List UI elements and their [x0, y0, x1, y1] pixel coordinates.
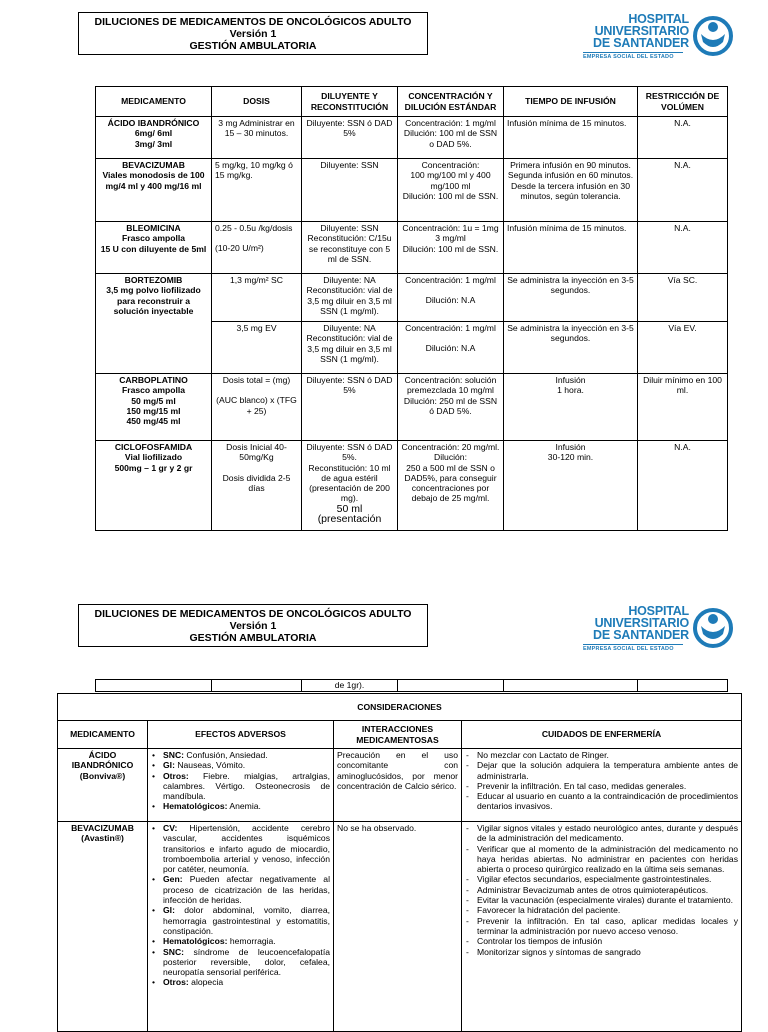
category-text: alopecia	[188, 977, 224, 988]
dosis-cell: 3,5 mg EV	[212, 322, 302, 374]
dil-line: Reconstitución: vial de 3,5 mg diluir en 3,5 ml SSN (1 mg/ml).	[306, 285, 393, 316]
med-name: BORTEZOMIB	[124, 275, 183, 285]
col-dosis: DOSIS	[212, 87, 302, 117]
med-presentation: 450 mg/45 ml	[126, 416, 181, 427]
diluyente-cell	[302, 441, 398, 531]
tiempo-line: 30-120 min.	[547, 452, 594, 463]
list-item: - Verificar que al momento de la administración del medicamento no haya heridas abiertas. No administrar en pacientes con heridas abierta o proceso quirúrgico realizado en la última seis semanas.	[465, 844, 738, 875]
table-row	[58, 749, 742, 822]
category-label: GI:	[163, 760, 175, 771]
med-name: CARBOPLATINO	[119, 375, 188, 385]
conc-line: Concentración: 1 mg/ml	[405, 323, 496, 333]
restriccion-cell: N.A.	[638, 441, 728, 531]
med-name: BLEOMICINA	[126, 223, 181, 233]
dosis-line: Dosis total = (mg)	[222, 375, 291, 385]
dilutions-table	[95, 86, 728, 531]
conc-line: 3 mg/ml	[435, 233, 466, 244]
med-cell	[96, 159, 212, 222]
logo-line1: HOSPITAL	[628, 604, 689, 618]
med-presentation: 3,5 mg polvo liofilizado para reconstruir a solución inyectable	[106, 285, 201, 316]
list-item: - Monitorizar signos y síntomas de sangrado	[465, 947, 738, 957]
dil-line: Reconstitución: vial de 3,5 mg diluir en 3,5 ml SSN (1 mg/ml).	[306, 333, 393, 364]
dil-line: Diluyente: NA	[323, 275, 376, 285]
header-area: GESTIÓN AMBULATORIA	[189, 40, 317, 52]
table-row	[96, 441, 728, 531]
col-tiempo: TIEMPO DE INFUSIÓN	[504, 87, 638, 117]
col-medicamento: MEDICAMENTO	[58, 721, 148, 749]
logo-line1: HOSPITAL	[628, 12, 689, 26]
category-label: Hematológicos:	[163, 801, 228, 812]
document-header-page2	[78, 604, 428, 647]
dil-line: Reconstitución: C/15u se reconstituye con 5 ml de SSN.	[307, 233, 392, 264]
considerations-title: CONSIDERACIONES	[58, 694, 742, 721]
category-label: CV:	[163, 823, 178, 833]
med-presentation: 6mg/ 6ml	[134, 128, 173, 139]
tiempo-line: Infusión	[555, 442, 586, 452]
tiempo-cell	[504, 374, 638, 441]
med-cell	[96, 274, 212, 374]
list-item: - Dejar que la solución adquiera la temperatura ambiente antes de administrarla.	[465, 760, 738, 781]
table-header-row	[58, 721, 742, 749]
category-text: síndrome de leucoencefalopatía posterior reversible, dolor, cefalea, neuropatía sensorial periférica.	[163, 946, 330, 978]
list-item	[151, 905, 330, 936]
header-title: DILUCIONES DE MEDICAMENTOS DE ONCOLÓGICOS ADULTO	[94, 16, 412, 28]
tiempo-cell	[504, 159, 638, 222]
med-cell	[58, 749, 148, 822]
table-header-row	[96, 87, 728, 117]
conc-line: 100 mg/100 ml y 400 mg/100 ml	[410, 170, 491, 191]
med-presentation: Frasco ampolla	[121, 233, 186, 244]
concentracion-cell	[398, 159, 504, 222]
diluyente-cell: Diluyente: SSN	[302, 159, 398, 222]
interacciones-cell: Precaución en el uso concomitante con aminoglucósidos, por menor concentración de Calcio sérico.	[334, 749, 462, 822]
col-restriccion: RESTRICCIÓN DE VOLÚMEN	[638, 87, 728, 117]
diluyente-cell	[302, 322, 398, 374]
category-text: Hipertensión, accidente cerebro vascular, accidentes isquémicos transitorios e infarto agudo de miocardio, tromboembolia arterial y venoso, infección por catéter, neumonía.	[163, 823, 330, 875]
tiempo-cell: Infusión mínima de 15 minutos.	[504, 117, 638, 159]
dosis-line: 0.25 - 0.5u /kg/dosis	[215, 223, 293, 233]
efectos-cell	[148, 822, 334, 1032]
dosis-cell	[212, 222, 302, 274]
list-item: - Prevenir la infiltración. En tal caso, medidas generales.	[465, 781, 738, 791]
header-title: DILUCIONES DE MEDICAMENTOS DE ONCOLÓGICOS ADULTO	[94, 608, 412, 620]
diluyente-cell: de 1gr).	[302, 680, 398, 692]
tiempo-line: Infusión	[555, 375, 586, 385]
tiempo-line: 1 hora.	[557, 385, 584, 396]
table-row	[96, 274, 728, 322]
med-name: BEVACIZUMAB	[122, 160, 185, 170]
category-text: dolor abdominal, vomito, diarrea, hemorragia gastrointestinal y estomatitis, constipación.	[163, 905, 330, 936]
category-text: hemorragia.	[227, 936, 276, 947]
conc-line: Dilución:	[434, 452, 467, 463]
tiempo-cell: Se administra la inyección en 3-5 segundos.	[504, 274, 638, 322]
category-text: Fiebre. mialgias, artralgias, calambres. Vértigo. Osteonecrosis de mandíbula.	[163, 770, 330, 802]
restriccion-cell: N.A.	[638, 117, 728, 159]
restriccion-cell: Vía EV.	[638, 322, 728, 374]
list-item: - Controlar los tiempos de infusión	[465, 936, 738, 946]
list-item: - Vigilar efectos secundarios, especialmente gastrointestinales.	[465, 874, 738, 884]
header-version: Versión 1	[229, 28, 277, 40]
category-label: Gen:	[163, 874, 183, 885]
tiempo-cell	[504, 441, 638, 531]
category-label: GI:	[163, 905, 175, 916]
list-item: - Vigilar signos vitales y estado neurológico antes, durante y después de la administración del medicamento.	[465, 823, 738, 844]
dil-line: Diluyente: SSN ó DAD 5%.	[306, 442, 393, 463]
empty-cell	[638, 680, 728, 692]
col-diluyente: DILUYENTE Y RECONSTITUCIÓN	[302, 87, 398, 117]
list-item	[151, 936, 330, 946]
conc-line: Dilución: 100 ml de SSN.	[402, 190, 499, 201]
dil-line: Diluyente: SSN	[320, 223, 379, 233]
dosis-cell: 5 mg/kg, 10 mg/kg ó 15 mg/kg.	[212, 159, 302, 222]
cuidados-cell	[462, 822, 742, 1032]
med-name: BEVACIZUMAB	[71, 823, 134, 833]
restriccion-cell: Vía SC.	[638, 274, 728, 322]
dosis-line: (AUC blanco) x (TFG + 25)	[216, 395, 297, 416]
list-item	[151, 801, 330, 811]
dosis-cell	[212, 441, 302, 531]
document-header	[78, 12, 428, 55]
hospital-emblem-icon	[693, 12, 733, 60]
list-item	[151, 823, 330, 874]
restriccion-cell: N.A.	[638, 222, 728, 274]
hospital-logo	[583, 12, 733, 64]
list-item: - Administrar Bevacizumab antes de otros quimioterapéuticos.	[465, 885, 738, 895]
med-name: CICLOFOSFAMIDA	[114, 442, 193, 452]
med-cell	[96, 222, 212, 274]
logo-subtitle: EMPRESA SOCIAL DEL ESTADO	[583, 644, 683, 652]
logo-line2: UNIVERSITARIO	[594, 24, 689, 38]
list-item: - Prevenir la infiltración. En tal caso, aplicar medidas locales y terminar la administración por nuevo acceso venoso.	[465, 916, 738, 937]
med-name: ÁCIDO IBANDRÓNICO	[71, 750, 134, 771]
concentracion-cell	[398, 441, 504, 531]
diluyente-cell: Diluyente: SSN ó DAD 5%	[302, 117, 398, 159]
med-brand: (Bonviva®)	[79, 770, 126, 781]
interacciones-cell: No se ha observado.	[334, 822, 462, 1032]
med-brand: (Avastin®)	[81, 833, 124, 844]
tiempo-line: Desde la tercera infusión en 30 minutos, según tolerancia.	[511, 180, 630, 201]
list-item: - Evitar la vacunación (especialmente virales) durante el tratamiento.	[465, 895, 738, 905]
med-name: ÁCIDO IBANDRÓNICO	[107, 118, 200, 128]
table-row	[58, 822, 742, 1032]
concentracion-cell: Concentración: 1 mg/ml Dilución: 100 ml de SSN o DAD 5%.	[398, 117, 504, 159]
restriccion-cell: N.A.	[638, 159, 728, 222]
category-text: Confusión, Ansiedad.	[184, 750, 268, 760]
dosis-cell	[212, 374, 302, 441]
conc-line: Concentración: 1u = 1mg	[402, 223, 499, 233]
dosis-line: Dosis dividida 2-5 días	[222, 472, 291, 493]
logo-line3: DE SANTANDER	[593, 628, 689, 642]
conc-line: Concentración:	[421, 160, 480, 170]
tiempo-line: Segunda infusión en 60 minutos.	[507, 170, 634, 181]
med-presentation: Frasco ampolla	[121, 385, 186, 396]
list-item	[151, 760, 330, 770]
empty-cell	[96, 680, 212, 692]
diluyente-cell: Diluyente: SSN ó DAD 5%	[302, 374, 398, 441]
tiempo-line: Primera infusión en 90 minutos.	[510, 160, 631, 170]
list-item: - No mezclar con Lactato de Ringer.	[465, 750, 738, 760]
category-label: SNC:	[163, 946, 185, 957]
conc-line: 250 a 500 ml de SSN o DAD5%, para conseguir concentraciones por debajo de 25 mg/ml.	[404, 462, 497, 504]
category-text: Anemia.	[227, 801, 261, 812]
dil-line: Reconstitución: 10 ml de agua estéril (presentación de 200 mg).	[308, 462, 391, 504]
efectos-cell	[148, 749, 334, 822]
considerations-table	[57, 693, 742, 1032]
category-label: Otros:	[163, 770, 189, 781]
med-cell	[96, 374, 212, 441]
concentracion-cell	[398, 274, 504, 322]
empty-cell	[398, 680, 504, 692]
category-label: SNC:	[163, 750, 185, 760]
dosis-cell: 1,3 mg/m² SC	[212, 274, 302, 322]
logo-line3: DE SANTANDER	[593, 36, 689, 50]
header-version: Versión 1	[229, 620, 277, 632]
diluyente-cell	[302, 222, 398, 274]
col-medicamento: MEDICAMENTO	[96, 87, 212, 117]
concentracion-cell: Concentración: solución premezclada 10 mg/ml Dilución: 250 ml de SSN ó DAD 5%.	[398, 374, 504, 441]
dil-line: 50 ml (presentación	[317, 502, 382, 526]
col-concentracion: CONCENTRACIÓN Y DILUCIÓN ESTÁNDAR	[398, 87, 504, 117]
tiempo-cell: Se administra la inyección en 3-5 segundos.	[504, 322, 638, 374]
category-text: Nauseas, Vómito.	[174, 760, 246, 771]
dosis-line: Dosis Inicial 40-50mg/Kg	[226, 442, 287, 463]
diluyente-cell	[302, 274, 398, 322]
empty-cell	[504, 680, 638, 692]
empty-cell	[212, 680, 302, 692]
logo-line2: UNIVERSITARIO	[594, 616, 689, 630]
dil-line: Diluyente: NA	[323, 323, 376, 333]
list-item: - Favorecer la hidratación del paciente.	[465, 905, 738, 915]
med-presentation: 500mg – 1 gr y 2 gr	[114, 462, 193, 473]
concentracion-cell	[398, 222, 504, 274]
med-cell	[96, 441, 212, 531]
list-item	[151, 750, 330, 760]
category-label: Hematológicos:	[163, 936, 228, 947]
table-row	[96, 117, 728, 159]
med-presentation: 150 mg/15 ml	[126, 405, 181, 416]
hospital-emblem-icon	[693, 604, 733, 652]
dilutions-table-continued	[95, 679, 728, 692]
table-row	[96, 222, 728, 274]
concentracion-cell	[398, 322, 504, 374]
conc-line: Dilución: N.A	[425, 343, 476, 354]
med-presentation: 3mg/ 3ml	[134, 138, 173, 149]
med-presentation: 50 mg/5 ml	[131, 395, 176, 406]
list-item: - Educar al usuario en cuanto a la contraindicación de procedimientos dentarios invasivos.	[465, 791, 738, 812]
list-item	[151, 874, 330, 905]
conc-line: Dilución: 100 ml de SSN.	[402, 243, 499, 254]
table-title-row	[58, 694, 742, 721]
cuidados-cell	[462, 749, 742, 822]
med-presentation: Viales monodosis de 100 mg/4 ml y 400 mg/16 ml	[102, 170, 205, 191]
dosis-cell: 3 mg Administrar en 15 – 30 minutos.	[212, 117, 302, 159]
table-row	[96, 159, 728, 222]
tiempo-cell: Infusión mínima de 15 minutos.	[504, 222, 638, 274]
med-cell	[58, 822, 148, 1032]
list-item	[151, 947, 330, 978]
restriccion-cell: Diluir mínimo en 100 ml.	[638, 374, 728, 441]
med-presentation: Vial liofilizado	[124, 452, 183, 463]
col-efectos: EFECTOS ADVERSOS	[148, 721, 334, 749]
header-area: GESTIÓN AMBULATORIA	[189, 632, 317, 644]
logo-subtitle: EMPRESA SOCIAL DEL ESTADO	[583, 52, 683, 60]
conc-line: Dilución: N.A	[425, 295, 476, 306]
category-text: Pueden afectar negativamente al proceso de cicatrización de las heridas, infección de heridas.	[163, 874, 330, 906]
category-label: Otros:	[163, 977, 189, 988]
table-row	[96, 680, 728, 692]
med-cell	[96, 117, 212, 159]
conc-line: Concentración: 20 mg/ml.	[401, 442, 500, 452]
conc-line: Concentración: 1 mg/ml	[405, 275, 496, 285]
col-interacciones: INTERACCIONES MEDICAMENTOSAS	[334, 721, 462, 749]
table-row	[96, 374, 728, 441]
hospital-logo	[583, 604, 733, 656]
dosis-line: (10-20 U/m²)	[215, 243, 264, 254]
list-item	[151, 977, 330, 987]
list-item	[151, 771, 330, 802]
col-cuidados: CUIDADOS DE ENFERMERÍA	[462, 721, 742, 749]
med-presentation: 15 U con diluyente de 5ml	[100, 243, 207, 254]
